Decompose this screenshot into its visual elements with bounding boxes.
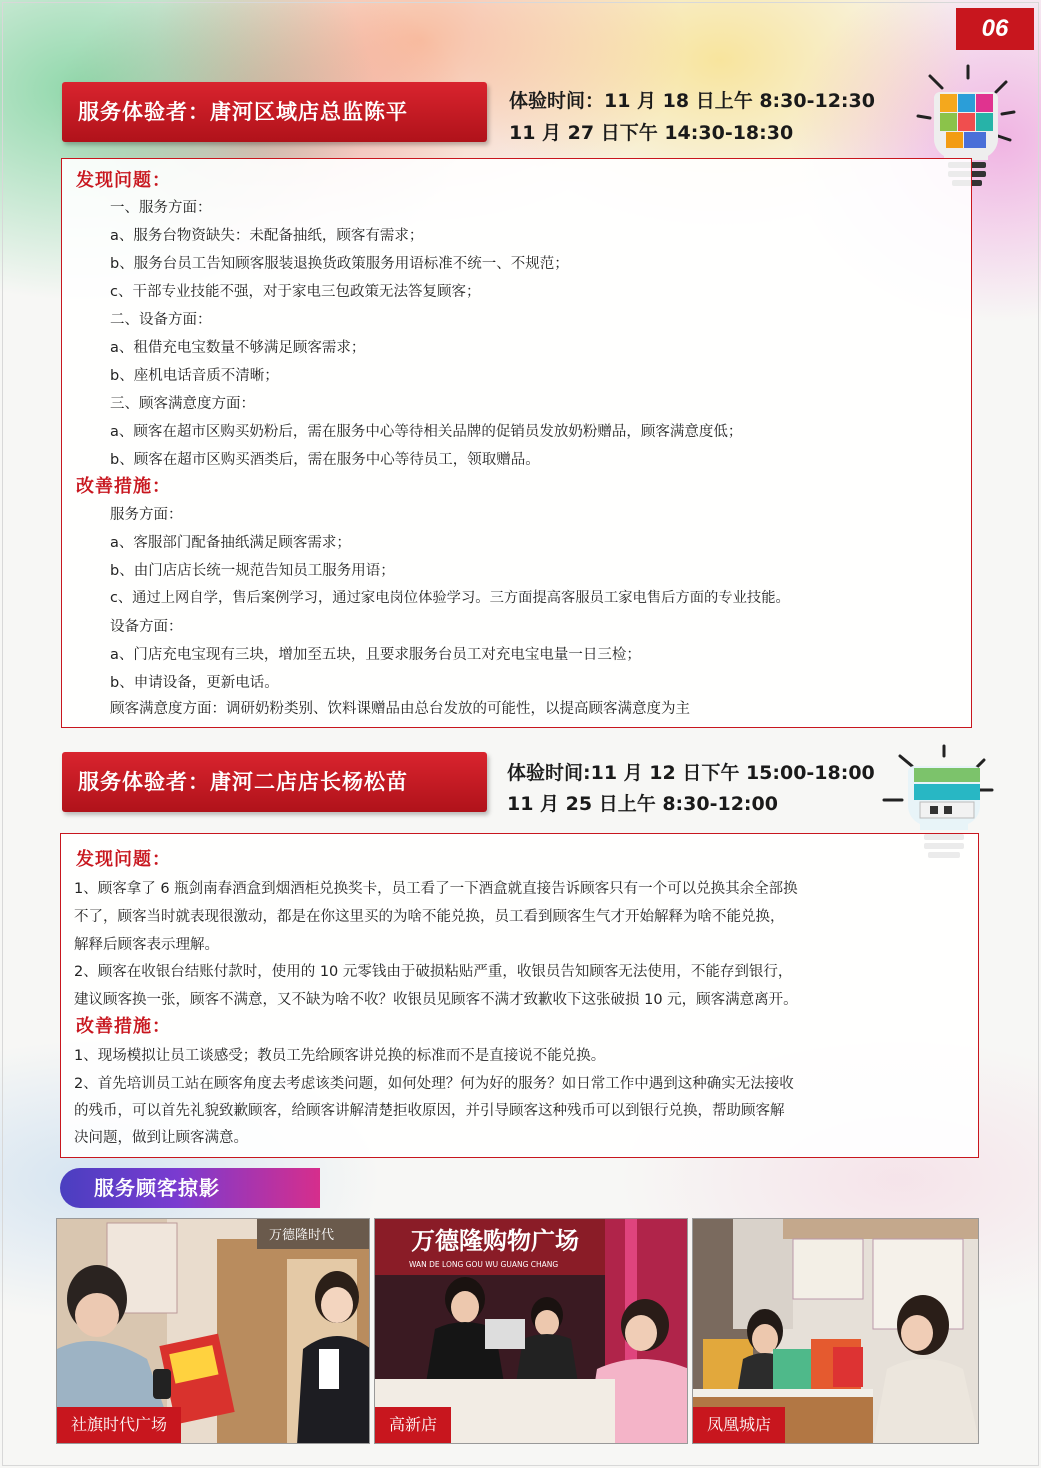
problem-line: 建议顾客换一张，顾客不满意，又不缺为啥不收？收银员见顾客不满才致歉收下这张破损 10 元，顾客满意离开。 [74, 992, 798, 1008]
problem-line: 2、顾客在收银台结账付款时，使用的 10 元零钱由于破损粘贴严重，收银员告知顾客无法使用，不能存到银行， [74, 964, 793, 980]
problem-line: 不了，顾客当时就表现很激动，都是在你这里买的为啥不能兑换，员工看到顾客生气才开始解释为啥不能兑换， [74, 909, 785, 925]
problem-line: b、顾客在超市区购买酒类后，需在服务中心等待员工，领取赠品。 [110, 452, 540, 468]
section1-time-line1: 体验时间：11 月 18 日上午 8:30-12:30 [509, 90, 875, 112]
photo-caption: 凤凰城店 [693, 1407, 785, 1443]
store-photo [374, 1218, 688, 1444]
page-number: 06 [956, 8, 1034, 50]
store-sign-text: 万德隆时代 [269, 1228, 335, 1243]
section1-banner: 服务体验者：唐河区域店总监陈平 [62, 82, 487, 142]
measure-line: b、申请设备，更新电话。 [110, 675, 279, 691]
section2-measures-title: 改善措施： [76, 1016, 171, 1037]
section2-banner: 服务体验者：唐河二店店长杨松苗 [62, 752, 487, 812]
problem-line: c、干部专业技能不强，对于家电三包政策无法答复顾客； [110, 284, 481, 300]
photo-section-title: 服务顾客掠影 [60, 1168, 320, 1208]
measure-line: 的残币，可以首先礼貌致歉顾客，给顾客讲解清楚拒收原因，并引导顾客这种残币可以到银行兑换，帮助顾客解 [74, 1103, 785, 1119]
store-photo [692, 1218, 979, 1444]
measure-line: b、由门店店长统一规范告知员工服务用语； [110, 563, 395, 579]
measure-line: 设备方面： [110, 619, 183, 635]
measure-line: 服务方面： [110, 507, 183, 523]
photo-caption: 社旗时代广场 [57, 1407, 181, 1443]
measure-line: a、客服部门配备抽纸满足顾客需求； [110, 535, 351, 551]
section2-time-line1: 体验时间:11 月 12 日下午 15:00-18:00 [507, 762, 875, 784]
measure-line: 1、现场模拟让员工谈感受；教员工先给顾客讲兑换的标准而不是直接说不能兑换。 [74, 1048, 606, 1064]
problem-line: b、服务台员工告知顾客服装退换货政策服务用语标准不统一、不规范； [110, 256, 569, 272]
section1-measures-title: 改善措施： [76, 476, 171, 497]
section2-time-line2: 11 月 25 日上午 8:30-12:00 [507, 793, 778, 815]
measure-line: 决问题，做到让顾客满意。 [74, 1130, 248, 1146]
section2-problems-title: 发现问题： [76, 849, 171, 870]
problem-line: 解释后顾客表示理解。 [74, 937, 219, 953]
problem-line: 一、服务方面： [110, 200, 212, 216]
store-photo [56, 1218, 370, 1444]
problem-line: 三、顾客满意度方面： [110, 396, 255, 412]
measure-line: a、门店充电宝现有三块，增加至五块，且要求服务台员工对充电宝电量一日三检； [110, 647, 641, 663]
problem-line: 二、设备方面： [110, 312, 212, 328]
measure-line: 顾客满意度方面：调研奶粉类别、饮料课赠品由总台发放的可能性，以提高顾客满意度为主 [110, 701, 690, 717]
section1-problems-title: 发现问题： [76, 170, 171, 191]
store-sign-text: 万德隆购物广场 [411, 1227, 579, 1255]
measure-line: c、通过上网自学，售后案例学习，通过家电岗位体验学习。三方面提高客服员工家电售后方面的专业技能。 [110, 590, 790, 606]
problem-line: 1、顾客拿了 6 瓶剑南春酒盒到烟酒柜兑换奖卡，员工看了一下酒盒就直接告诉顾客只有一个可以兑换其余全部换 [74, 881, 798, 897]
problem-line: a、服务台物资缺失：未配备抽纸，顾客有需求； [110, 228, 424, 244]
photo-caption: 高新店 [375, 1407, 451, 1443]
store-sign-subtext: WAN DE LONG GOU WU GUANG CHANG [409, 1260, 559, 1269]
problem-line: a、租借充电宝数量不够满足顾客需求； [110, 340, 366, 356]
section1-time-line2: 11 月 27 日下午 14:30-18:30 [509, 122, 794, 144]
problem-line: b、座机电话音质不清晰； [110, 368, 279, 384]
problem-line: a、顾客在超市区购买奶粉后，需在服务中心等待相关品牌的促销员发放奶粉赠品，顾客满意度低； [110, 424, 743, 440]
measure-line: 2、首先培训员工站在顾客角度去考虑该类问题，如何处理？何为好的服务？如日常工作中遇到这种确实无法接收 [74, 1076, 794, 1092]
